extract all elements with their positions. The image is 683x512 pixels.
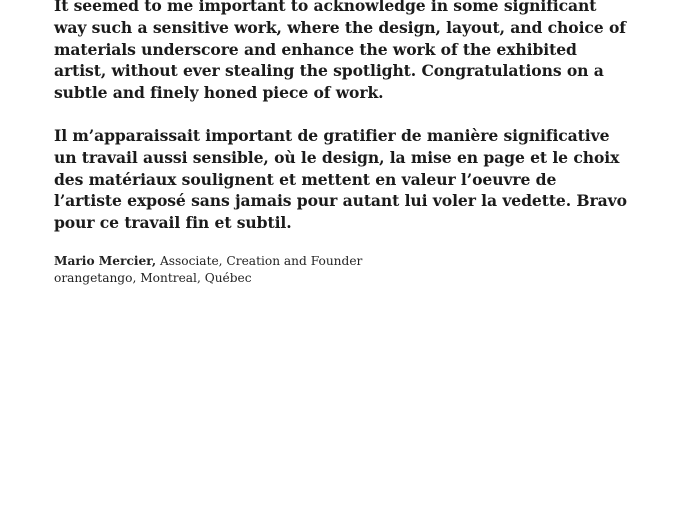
signature: [54, 253, 629, 287]
signature-line-1: [54, 253, 629, 270]
author-role: Associate, Creation and Founder: [159, 253, 363, 268]
testimonial-french: Il m’apparaissait important de gratifier de manière significative un travail aussi sensible, où le design, la mise en page et le choix des matériaux soulignent et mettent en valeur l’oeuvre de l’artiste exposé sans jamais pour autant lui voler la vedette. Bravo pour ce travail fin et subtil.: [54, 125, 627, 233]
author-company-location: orangetango, Montreal, Québec: [54, 270, 252, 285]
testimonial-english: It seemed to me important to acknowledge in some significant way such a sensitive work, where the design, layout, and choice of materials underscore and enhance the work of the exhibited artist, without ever stealing the spotlight. Congratulations on a subtle and finely honed piece of work.: [54, 0, 626, 103]
author-name: Mario Mercier,: [54, 253, 157, 268]
testimonial-block: [54, 0, 629, 287]
